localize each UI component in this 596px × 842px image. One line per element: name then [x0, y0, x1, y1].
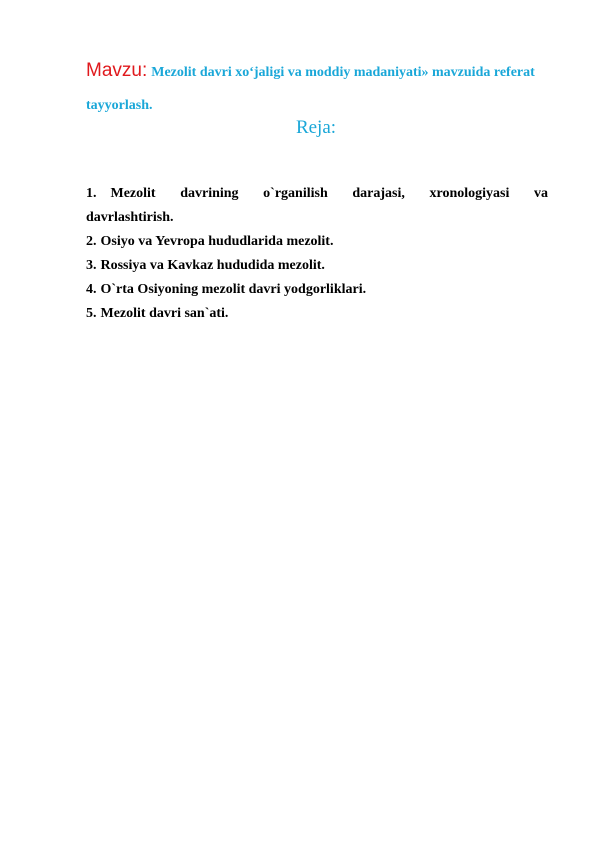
plan-item-number: 1. — [86, 186, 97, 201]
plan-heading: Reja: — [295, 117, 337, 138]
plan-item-text: O`rta Osiyoning mezolit davri yodgorliklari. — [100, 282, 367, 297]
plan-item-number: 3. — [86, 258, 97, 273]
plan-list — [86, 182, 548, 326]
topic-line — [86, 55, 546, 122]
plan-item-5 — [86, 302, 548, 326]
plan-item-1 — [86, 182, 548, 230]
plan-item-1-line2: davrlashtirish. — [86, 210, 174, 225]
plan-item-2 — [86, 230, 548, 254]
plan-item-3 — [86, 254, 548, 278]
plan-item-4 — [86, 278, 548, 302]
plan-item-number: 2. — [86, 234, 97, 249]
plan-item-number: 4. — [86, 282, 97, 297]
plan-item-text: Mezolit davri san`ati. — [100, 306, 229, 321]
plan-item-1-line1 — [86, 182, 548, 206]
topic-title: Mezolit davri xo‘jaligi va moddiy madaniyati» mavzuida referat tayyorlash. — [86, 65, 535, 113]
topic-label: Mavzu: — [86, 60, 148, 81]
plan-item-text: Osiyo va Yevropa hududlarida mezolit. — [100, 234, 334, 249]
plan-item-number: 5. — [86, 306, 97, 321]
plan-item-text: Mezolit davrining o`rganilish darajasi, xronologiyasi va — [110, 186, 548, 201]
plan-item-text: Rossiya va Kavkaz hududida mezolit. — [100, 258, 325, 273]
